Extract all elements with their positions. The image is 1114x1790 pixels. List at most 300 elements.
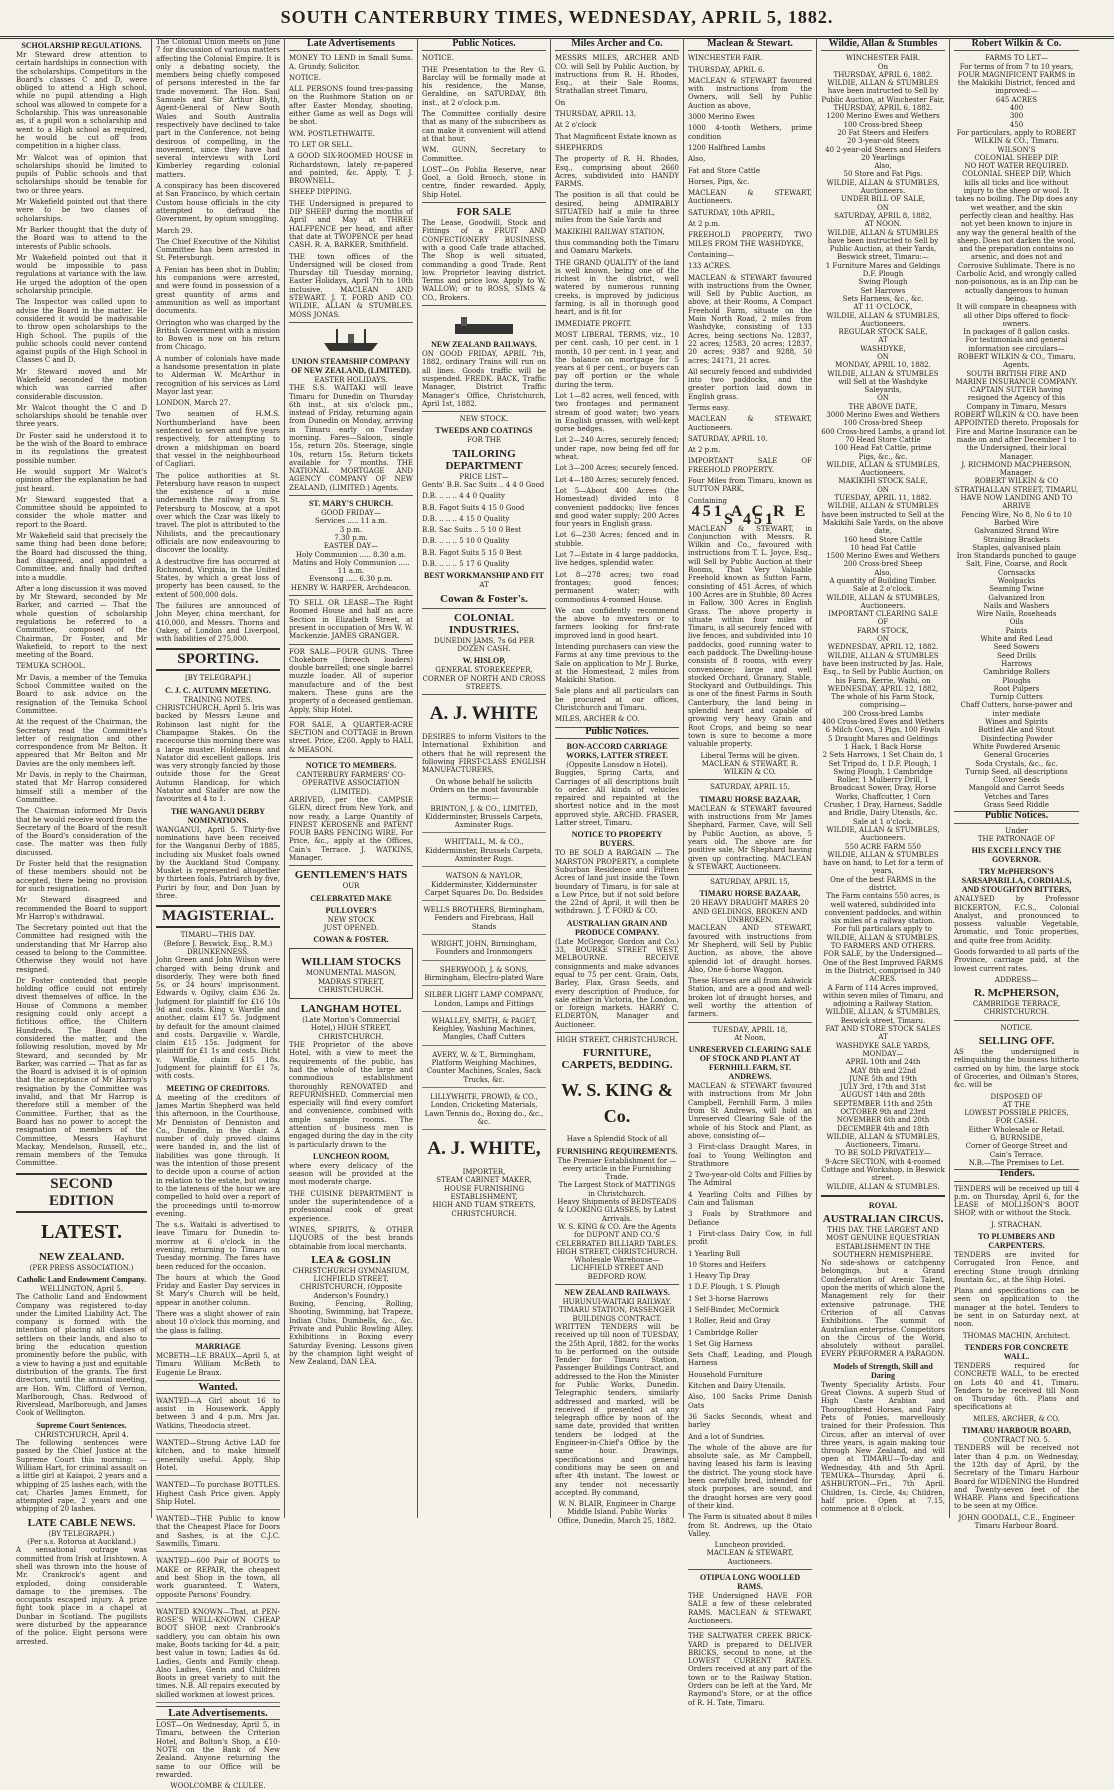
ad-paragraph: A GOOD SIX-ROOMED HOUSE in Richardstown, lately re-papered and painted, &c. Apply, T. J. BROWNELL. <box>289 152 413 186</box>
wilkin-line: Galvanized Strand Wire <box>974 527 1059 536</box>
noon: At Noon, <box>734 1033 766 1042</box>
column-5 <box>551 38 684 1525</box>
langham-heading: LANGHAM HOTEL <box>300 1003 402 1016</box>
tweeds-heading: TWEEDS AND COATINGS <box>435 426 533 436</box>
auction-line: AT <box>878 1033 888 1042</box>
wilkin-line: CAPTAIN SUTTER having resigned the Agency of this Company in Timaru, Messrs ROBERT WILKIN & CO. have been APPOINTED thereto. Proposals for Fire and Marine Insurance can be made on and after December 1 to the Undersigned, their local Manager. <box>954 386 1079 461</box>
bazaar-2: TIMARU HORSE BAZAAR, <box>699 889 801 899</box>
auction-line: THURSDAY, APRIL 6, 1882. <box>833 104 933 113</box>
sporting-heading: SPORTING. <box>156 648 280 671</box>
stock-item: 1 Roller, Reid and Gray <box>688 1317 771 1326</box>
late-ads-heading: Late Advertisements. <box>156 1706 280 1720</box>
hurunui: HURUNUI-WAITAKI RAILWAY. <box>562 1298 672 1307</box>
wilkin-line: Cornsacks <box>998 568 1035 577</box>
wilkin-line: COLONIAL SHEEP DIP. <box>974 153 1059 162</box>
auction-line: WILDIE, ALLAN & STUMBLES. <box>826 1182 940 1191</box>
article-paragraph: Mr Walcot thought the C and D scholarships should be tenable over three years. <box>16 403 147 429</box>
stock-item: 10 Stores and Heifers <box>688 1260 766 1269</box>
tenders-2b: Plans and specifications can be seen on application to the manager at the hotel. Tenders to be sent in on Saturday next, at noon. <box>954 1287 1079 1329</box>
service-line: Services ..... 11 a.m. <box>314 517 388 526</box>
auction-line: REGULAR STOCK SALE, <box>838 328 928 337</box>
article-paragraph: Dr Foster held that the resignation of these members should not be accepted, there being no provision for such resignation. <box>16 860 147 893</box>
auction-line: 20 Yearlings <box>861 153 905 162</box>
auction-line: 1500 Merino Ewes and Wethers <box>826 552 940 561</box>
wanted-ad: WANTED—600 Pair of BOOTS to MAKE or REPAIR, the cheapest and best Shop in the town, all work guaranteed. T. Waters, opposite Parsons' Foundry. <box>156 1555 280 1602</box>
wilkin-line: White and Red Lead <box>980 635 1053 644</box>
article-paragraph: A number of colonials have made a handsome presentation in plate to Alderman W. McArthur in recognition of his services as Lord Mayor last year. <box>156 354 280 396</box>
service-line: Matins and Holy Communion ..... 11 a.m. <box>292 558 410 576</box>
auction-paragraph: The property of R. H. Rhodes, Esq., comprising about 2660 Acres, subdivided into HANDY FARMS. <box>555 155 679 189</box>
christchurch: CHRISTCHURCH. <box>451 1209 517 1218</box>
auction-line: WILDIE, ALLAN & STUMBLES, Auctioneers. <box>826 825 940 843</box>
burnside: G. BURNSIDE, <box>990 1134 1043 1143</box>
wanted-ads <box>156 1395 280 1703</box>
auction-line: WILDIE, ALLAN & STUMBLES, Auctioneers. <box>826 311 940 328</box>
auction-line: MONDAY— <box>862 1049 904 1058</box>
auction-line: FARM STOCK, <box>857 626 909 635</box>
strachan: J. STRACHAN. <box>991 1220 1042 1229</box>
auction-line: One of the Best Improved FARMS in the District, comprised in 340 ACRES. <box>822 958 944 984</box>
marriage-body: MCBETH—LE BRAUX—April 5, at Timaru William McBeth to Eugenie Le Braux. <box>156 1351 280 1377</box>
article-paragraph: After a long discussion it was moved by Mr Steward, seconded by Mr Barker, and carried — That the whole question of scholarship regulations be referred to a Committee, composed of the Chairman, Dr Foster, and Mr Wakefield, to report to the next meeting of the Board. <box>16 584 147 660</box>
auction-line: WASHDYKE, <box>860 344 906 353</box>
auction-paragraph: Containing <box>688 496 728 505</box>
sutton-body: MACLEAN & STEWART, in Conjunction with Messrs. R. Wilkin and Co., favoured with instructions from T. L. Joyce, Esq., will Sell by Public Auction at their Rooms, That Very Valuable Freehold known as Sutton Farm, consisting of 451 Acres, of which 100 Acres are in Stubble, 80 Acres in Fallow, 300 Acres in English Grass. The above property is situate within four miles of Timaru, is all securely fenced with live fences, and subdivided into 10 paddocks, good running water to each paddock. The Dwelling-house consists of 8 rooms, with every convenience; large and well stocked Orchard, Granary, Stable, Stockyard and Outbuildings. This is one of the finest Farms in South Canterbury, the land being in splendid heart and capable of growing very heavy Grain and Root Crops, and being so near town is sure to become a more valuable property. <box>688 524 812 749</box>
auction-line: 5 Draught Mares and Geldings <box>828 734 938 743</box>
wilkin-line: White Powdered Arsenic <box>972 742 1061 751</box>
fernhill-body: MACLEAN & STEWART favoured with instructions from Mr John Campbell, Fernhill Farm, 3 miles from St Andrews, will hold an Unreserved Clearing Sale of the whole of his Stock and Plant, as above, consisting of— <box>688 1082 812 1140</box>
auction-paragraph: Lot 8—278 acres; two road frontages; good fences; permanent water; with commodious 4-roomed House. <box>555 570 679 604</box>
stock-item: 1 D.F. Plough, 1 S. Plough <box>688 1283 780 1292</box>
catholic-heading: Catholic Land Endowment Company. <box>16 1275 147 1284</box>
column-8-heading: Robert Wilkin & Co. <box>954 40 1079 51</box>
auction-paragraph: Horses, Pigs, &c. <box>688 177 750 186</box>
luncheon-provided: Luncheon provided. <box>714 1541 786 1550</box>
auction-line: Also, <box>874 568 892 577</box>
furnishing: HOUSE FURNISHING ESTABLISHMENT, <box>443 1184 525 1202</box>
price-line: D.B. .. .. .. 5 10 0 Quality <box>422 537 510 546</box>
training-heading: TRAINING NOTES. <box>183 695 253 704</box>
concrete: TENDERS FOR CONCRETE WALL. <box>964 1342 1069 1361</box>
stock-item: 1 Heavy Tip Dray <box>688 1272 750 1281</box>
maker-entry: WELLS BROTHERS, Birmingham, Fenders and Firebrass, Hall Stands <box>422 904 546 935</box>
aj-white-heading-2: A. J. WHITE, <box>427 1138 541 1160</box>
at-label: AT <box>479 581 489 590</box>
stock-item: 1 Yearling Bull <box>688 1249 741 1258</box>
wilkin-line: 450 <box>1009 120 1024 129</box>
column-3 <box>285 38 418 1518</box>
auction-paragraph: 3000 Merino Ewes <box>688 113 755 122</box>
good-friday: GOOD FRIDAY— <box>321 509 381 518</box>
auction-line: Pigs, &c., &c. <box>858 452 908 461</box>
article-paragraph: At the request of the Chairman, the Secretary read the Committee's letter of resignation and other correspondence from Mr Belton. It appeared that Mr Belton and Mr Davies are the only members left. <box>16 718 147 768</box>
stock-item: 2 Two-year-old Colts and Fillies by The Admiral <box>688 1171 812 1188</box>
auction-paragraph: MACLEAN & STEWART, Auctioneers. <box>688 415 812 432</box>
column-5-heading: Miles Archer and Co. <box>555 40 679 51</box>
circus-body-2: No side-shows or catchpenny belongings, but a Grand Confederation of Arenic Talent, upon the merits of which alone the Management rely for their extensive patronage. THE Criterion of all Canvas Exhibitions. The summit of Australian enterprise. Competitors on the Circus of the World, absolutely without parallel. EVERY PERFORMER A PARAGON. <box>821 1259 946 1359</box>
selling-body: AS the undersigned is relinquishing the business hitherto carried on by him, the large stock of Groceries, and Oilman's Stores, &c. will be <box>954 1048 1079 1090</box>
auction-paragraph: MESSRS MILES, ARCHER AND CO. will Sell by Public Auction, by instructions from R. H. Rhodes, Esq., at their Sale Rooms, Strathallan street Timaru, <box>555 54 679 96</box>
wilkin-line: Nails and Washers <box>983 601 1050 610</box>
waitaki-ad: THE S.S. WAITAKI will leave Timaru for Dunedin on Thursday 6th inst., at six o'clock pm., instead of Friday, returning again from Dunedin on Monday, arriving in Timaru early on Tuesday morning. Fares—Saloon, single 15s, return 20s. Steerage, single 10s, return 15s. Return tickets available for 7 months. THE NATIONAL MORTGAGE AND AGENCY COMPANY OF NEW ZEALAND, (LIMITED.) Agents. <box>289 384 413 492</box>
auction-paragraph: Lot 1—82 acres, well fenced, with two frontages and permanent stream of good water; two years in English grasses, with well-kept gorse hedges. <box>555 391 679 434</box>
disposed: DISPOSED OF <box>990 1092 1043 1101</box>
before-line: (Before J. Beswick, Esq., R.M.) <box>163 939 273 948</box>
price-line: B.B. Fagot Suits 4 15 0 Good <box>422 503 525 512</box>
auction-line: FOR SALE, by the Undersigned— <box>823 950 943 959</box>
auction-line: ON <box>877 394 889 403</box>
ad-paragraph: ALL PERSONS found tres-passing on the Rushmore Station on or after Easter Monday, shooting, either Game as well as Dogs will be shot. <box>289 85 413 127</box>
wilkin-line: Oils <box>1009 618 1024 627</box>
wilkin-line: Wire Nails, Roseheads <box>976 610 1057 619</box>
price-line: D.B. .. .. .. 4 4 0 Quality <box>422 492 505 501</box>
wanted-ad: WANTED KNOWN—That, at PEN-ROSE'S WELL-KNOWN CHEAP BOOT SHOP, next Cranbrook's saddlery, you can obtain his own make, Boots tacking for 4d. a pair, best value in town; Ladies 4s 6d. Ladies, Gents and Family cheap. Also Ladies, Gents and Children Boots in great variety to suit the times. N.B. All repairs executed by skilled workmen at lowest prices. <box>156 1606 280 1703</box>
auction-line: Sale at 1 o'clock. <box>852 817 914 826</box>
best-workmanship: BEST WORKMANSHIP AND FIT <box>424 571 544 581</box>
column-4 <box>418 38 551 1518</box>
auction-line: SATURDAY, APRIL 8, 1882, <box>834 211 932 220</box>
draught: 20 HEAVY DRAUGHT MARES 20 AND GELDINGS, BROKEN AND UNBROKEN. <box>691 899 809 925</box>
auction-line: OCTOBER 9th and 23rd <box>840 1108 926 1116</box>
auction-line: TO FARMERS AND OTHERS. <box>830 942 936 951</box>
auction-line: 1 Hack, 1 Back Horse <box>844 742 922 751</box>
either: Either Wholesale or Retail. <box>968 1125 1065 1134</box>
auction-line: JULY 3rd, 17th and 31st <box>840 1083 926 1092</box>
maker-entry: SILBER LIGHT LAMP COMPANY, London, Lamps and Fittings <box>422 989 546 1012</box>
importer: IMPORTER, <box>462 1168 506 1177</box>
makers-list <box>422 803 546 1131</box>
stock-item: 36 Sacks Seconds, wheat and barley <box>688 1412 812 1430</box>
carriage-sub: (Opposite Lonsdow n Hotel). <box>566 760 668 769</box>
suits-list <box>422 481 546 568</box>
campbell-note: The whole of the above are for absolute sale, as Mr Campbell, having leased his farm is leaving the district. The young stock have been carefully bred, intended for stock purposes, are sound, and the draught horses are very good of their kind. <box>688 1443 812 1510</box>
article-paragraph: Mr Barker thought that the duty of the Board was to attend to the interests of Public schools. <box>16 225 147 251</box>
auction-paragraph: WINCHESTER FAIR. <box>688 54 763 63</box>
public-notices-heading: Public Notices. <box>555 727 679 739</box>
auction-line: OF <box>877 618 889 627</box>
guns-ad: FOR SALE—FOUR GUNS. Three Chokebore (breech loaders) double barrelled; one single barrel muzzle loader. All of superior manufacture and of the best makers. These guns are the property of a deceased gentleman. Apply, Ship Hotel. <box>289 647 413 714</box>
auction-line: 600 Cross-bred Lambs, a grand lot <box>821 427 945 436</box>
hislop: W. HISLOP, <box>462 656 506 666</box>
wilkin-line: Harrows <box>1001 659 1032 668</box>
catholic-body: The Catholic Land and Endowment Company was registered to-day under the Limited Liability Act. The company is formed with the intention of placing all classes of settlers on their lands, and also to bring the education question prominently before the public, with a view to having a just and equitable distribution of the grants. The first directors, until the annual meeting, are Hon. Wm. Clifford of Vernon, Marlborough, Chas. Redwood of Riverslead, Marlborough, and James Cook of Wellington. <box>16 1293 147 1418</box>
auction-line: 100 Cross-bred Sheep <box>843 419 923 428</box>
wilkin-line: Root Pulpers <box>993 684 1040 693</box>
notice-buyers: NOTICE TO PROPERTY BUYERS. <box>571 830 663 849</box>
concrete-body: TENDERS required for CONCRETE WALL, to be erected on Lots 40 and 41, Timaru. Tenders to be received till Noon on Thursday 6th. Plans and specifications at <box>954 1361 1079 1412</box>
steamship-icon <box>316 327 386 353</box>
article-paragraph: Mr Steward drew attention to certain hardships in connection with the scholarships. Competitors in the Board's classes C and D, were obliged to attend a High school, while no pupil attending a High school was allowed to compete for a Scholarship. This was unreasonable as, if a pupil won a scholarship and went to a High school as required, he would be cut off from competition in a higher class. <box>16 51 147 151</box>
press-association: (PER PRESS ASSOCIATION.) <box>29 1263 134 1272</box>
auction-paragraph: At 2 o'clock <box>555 121 597 130</box>
auction-line: WILDIE, ALLAN & STUMBLES have on hand, to Let for a term of years, <box>823 850 943 876</box>
auction-line: One of the best FARMS in the district. <box>830 875 936 892</box>
auction-paragraph: That Magnificent Estate known as <box>555 132 677 141</box>
auction-paragraph: Containing— <box>688 250 735 259</box>
gentlemens-hats: GENTLEMEN'S HATS <box>294 869 408 882</box>
auction-line: AT 11 O'CLOCK, <box>853 303 913 312</box>
column-2 <box>152 38 285 1790</box>
wilkin-line: Bottled Ale and Stout <box>978 726 1055 735</box>
magisterial-heading: MAGISTERIAL. <box>156 905 280 928</box>
training-body: CHRISTCHURCH, April 5. Iris was backed by Messrs Leune and Robinson last night for the Champagne Stakes. On the racecourse this morning there was a large muster. Holdenness and Natator did excellent gallops. Iris was very strongly fancied by those outside those for the Great Autumn Handicap, for which Natator and Slaifer are now the favourites at 4 to 1. <box>156 704 281 804</box>
stock-item: 1 Cambridge Roller <box>688 1328 758 1337</box>
stocks-name: WILLIAM STOCKS <box>301 956 401 969</box>
ad-paragraph: THE Undersigned is prepared to DIP SHEEP during the months of April and May at THREE HALFPENCE per head, and after that date at TWOPENCE per head CASH. R. A. BARKER, Smithfield. <box>289 199 413 250</box>
nb: N.B.—The Premises to Let. <box>968 1158 1065 1167</box>
auction-paragraph: At 2 p.m. <box>688 446 721 455</box>
lost-note-ad: LOST—On Wednesday, April 5, in Timaru, between the Criterion Hotel, and Bolton's Shop, a £10-NOTE on the Bank of New Zealand. Anyone returning the same to our Office will be rewarded. <box>156 1721 280 1779</box>
auction-line: For full particulars apply to WILDIE, ALLAN & STUMBLES. <box>826 925 940 942</box>
liberal: Liberal Terms will be given. <box>700 751 800 760</box>
brick-ad: THE SALTWATER CREEK BRICK-YARD is prepared to DELIVER BRICKS, second to none, at the LOWEST CURRENT RATES. Orders received at any part of the town or to the Railway Station. Orders can be left at the Yard, Mr Raymond's Store, or at the office of R. H. Tate, Timaru. <box>688 1632 812 1707</box>
auction-line: JUNE 5th and 19th <box>849 1074 917 1083</box>
column-6-heading: Maclean & Stewart. <box>688 40 812 51</box>
cable-body: A sensational outrage was committed from Irish at Irishtown. A shell was thrown into the house of Mr. Crankrock's agent and exploded, doing considerable damage to the premises. The occupants escaped injury. A prize fight took place in a chapel at Dunbar in Scotland. The pugilists were disturbed by the appearance of the police. Eight persons were arrested. <box>16 1546 147 1646</box>
stocks-trade: MONUMENTAL MASON, <box>305 969 397 978</box>
auction-line: The Farm contains 550 acres, is well watered, subdivided into convenient paddocks, and within six miles of a railway station. <box>824 892 942 926</box>
tenders-1: TENDERS will be received up till 4 p.m. on Thursday, April 6, for the LEASE of MOLLISON'S BOOT SHOP, with or without the Stock. <box>954 1184 1079 1218</box>
timaru-this-day: TIMARU—THIS DAY. <box>180 931 256 940</box>
article-paragraph: The Inspector was called upon to advise the Board in the matter. He considered it would be inadvisable to throw open scholarships to the High School. The pupils of the public schools could never contend against pupils of the High School in Classes C and D. <box>16 298 147 365</box>
section-ad: FOR SALE, A QUARTER-ACRE SECTION and COTTAGE in Brown street. Price, £260. Apply to HALL & MEASON. <box>289 720 413 754</box>
auction-line: APRIL 10th and 24th <box>845 1058 921 1067</box>
lea-goslin: LEA & GOSLIN <box>311 1253 391 1266</box>
auction-paragraph: Intending purchasers can view the Farms at any time previous to the Sale on application to Mr J. Burke, at the Homestead, 2 miles from Makikihi Station. <box>555 643 679 685</box>
auction-paragraph: SHEPHERDS <box>555 143 603 152</box>
auction-paragraph: Lot 7—Estate in 4 large paddocks, live hedges, splendid water. <box>555 551 679 568</box>
service-line: Holy Communion ..... 8.30 a.m. <box>295 550 407 559</box>
auction-line: 40 2-year-old Steers and Heifers <box>825 145 941 154</box>
column-7 <box>817 38 950 1518</box>
timaru-station: TIMARU STATION, PASSENGER BUILDINGS CONTRACT. <box>559 1306 675 1323</box>
latest-heading: LATEST. <box>41 1220 122 1243</box>
auction-paragraph: FREEHOLD PROPERTY, TWO MILES FROM THE WASHDYKE, <box>688 231 812 248</box>
auction-line: 20 3-year-old Steers <box>847 137 919 146</box>
mcpherson: R. McPHERSON, <box>974 987 1059 1000</box>
steam-cabinet: STEAM CABINET MAKER, <box>436 1176 532 1185</box>
article-paragraph: He would support Mr Walcot's opinion after the explanation he had just heard. <box>16 467 147 493</box>
goods: Goods forwarded to all parts of the Province, carriage paid, at the lowest current rates. <box>954 947 1079 973</box>
article-paragraph: Mr Steward disagreed and recommended the Board to support Mr Harrop's withdrawal. <box>16 896 147 921</box>
fernhill-items <box>688 1143 812 1441</box>
wines-body: WINES, SPIRITS, & OTHER LIQUORS of the best brands obtainable from local merchants. <box>289 1225 413 1251</box>
auction-paragraph: SATURDAY, APRIL 10. <box>688 434 768 443</box>
auction-line: WINCHESTER FAIR. <box>845 54 921 63</box>
wilkin-line: Paints <box>1005 626 1028 635</box>
auction-line: 100 Head Fat Cattle, prime <box>834 444 932 453</box>
price-line: Gents' B.B. Sac Suits .. 4 4 0 Good <box>422 480 545 489</box>
auction-line: 3000 Merino Ewes and Wethers <box>826 411 940 420</box>
wilkin-line: Wines and Spirits <box>985 718 1048 727</box>
wilkin-line: Ploughs <box>1002 676 1031 685</box>
auction-line: NOVEMBER 6th and 20th <box>836 1116 930 1125</box>
ad-paragraph: WM. POSTLETHWAITE. <box>289 129 375 138</box>
auction-line: DECEMBER 4th and 18th <box>837 1124 929 1133</box>
grain-body: (Late McGregor, Gordon and Co.) 33, BOURKE STREET WEST, MELBOURNE. RECEIVE consignments and make advances equal to 75 per cent. Grain, Oats, Barley, Flax, Grass Seeds, and every description of Produce, for sale either in Victoria, the London, or foreign markets. HARRY C. ELDERTON, Manager and Auctioneer. <box>555 937 679 1029</box>
auction-paragraph: Four Miles from Timaru, known as SUTTON PARK, <box>688 477 812 494</box>
maker-entry: WHITTALL, M. & CO., Kidderminster, Brussels Carpets, Axminster Rugs. <box>422 836 546 867</box>
gymnasium: CHRISTCHURCH GYMNASIUM, <box>292 1266 410 1275</box>
auction-line: WILDIE, ALLAN & STUMBLES have been instructed to Sell at the Makikihi Sale Yards, on the above date, <box>821 502 945 536</box>
auction-paragraph: 133 ACRES. <box>688 262 732 271</box>
wilkin-line: Seed Sowers <box>993 643 1040 652</box>
services-list <box>289 517 413 542</box>
article-paragraph: Two seamen of H.M.S. Northumberland have been sentenced to seven and five years respectively, for attempting to drown a midshipman on board that vessel in the neighbourhood of Cagliari. <box>156 410 280 469</box>
auction-paragraph: 1000 4-tooth Wethers, prime condition <box>688 124 812 141</box>
miles: MILES, ARCHER, & CO. <box>973 1414 1060 1423</box>
auction-line: A Farm of 114 Acres improved, within seven miles of Timaru, and adjoining a Railway Station. <box>822 983 944 1009</box>
catholic-place: WELLINGTON, April 5. <box>40 1285 123 1293</box>
wanted-heading: Wanted. <box>156 1380 280 1394</box>
auction-line: 2 Sets Harrows, 1 Set Chain do, 1 Set Tripod do, 1 D.F. Plough, 1 Swing Plough, 1 Cambridge Roller, 1 Mulberry Drill, 1 Broadcast Sower, Dray, Horse Works, Chaffcutter, 1 Corn Crusher, 1 Dray, Harness, Saddle and Bridle, Dairy Utensils, &c. <box>822 751 944 818</box>
hs-line: HIGH STREET, CHRISTCHURCH. <box>556 1247 678 1256</box>
article-paragraph: The Secretary pointed out that the Committee had resigned with the understanding that Mr Harrop also ceased to belong to the Committee. Otherwise they would not have resigned. <box>16 924 147 974</box>
auction-paragraph: The position is all that could be desired, being ADMIRABLY SITUATED half a mile to three miles from the Sale Yards and <box>555 191 679 225</box>
wilkin: MACLEAN & STEWART, R. WILKIN & CO. <box>701 759 799 777</box>
public-notices-2: Public Notices. <box>954 811 1079 823</box>
plumbers: TO PLUMBERS AND CARPENTERS. <box>978 1232 1055 1250</box>
supreme-body: The following sentences were passed by the Chief Justice at the Supreme Court this morning: — William Hart, for criminal assault on a little girl at Kaiapoi, 2 years and a whipping of 25 lashes each, with the cat; Charles James Emmett, for attempted rape, 2 years and one whipping of 20 lashes. <box>16 1439 147 1514</box>
wilkin-line: Salt, Fine, Coarse, and Rock <box>966 560 1067 569</box>
auction-paragraph: Lot 2—240 Acres, securely fenced; under rape, now being fed off for wheat. <box>555 436 679 462</box>
article-paragraph: Mr Steward suggested that a Committee should be appointed to consider the whole matter and report to the Board. <box>16 495 147 529</box>
article-paragraph: The Chief Executive of the Nihilist Committee has been arrested in St. Petersburgh. <box>156 237 280 263</box>
patronage: THE PATRONAGE OF <box>977 834 1056 843</box>
wilkin-line: 400 <box>1009 104 1024 113</box>
auction-line: WEDNESDAY, APRIL 12, 1882, <box>827 684 939 693</box>
column-6-body <box>688 54 812 505</box>
column-8-body <box>954 54 1079 809</box>
wilkin-line: It will compare in cheapness with all other Dips offered to flock-owners. <box>956 303 1077 328</box>
creditors-body: A meeting of the creditors of James Martin Shepherd was held this afternoon, in the Courthouse, Mr Denniston of Denniston and Co., Dunedin, in the chair. A number of duly proved claims were handed in, and the list of liabilities was gone through. It was the intention of those present to decide upon a course of action in relation to the estate, but owing to the lateness of the hour we are compelled to hold over a report of the proceedings until to-morrow evening. <box>156 1093 280 1218</box>
marston-ad: TO BE SOLD A BARGAIN — The MARSTON PROPERTY, a complete Suburban Residence and Fifteen Acres of land just inside the Town boundary of Timaru, is for sale at a Low Price, but if not sold before the 22nd of April, it will then be withdrawn. J. T. FORD & CO. <box>555 849 679 916</box>
column-3-body <box>289 54 413 319</box>
requirements: FURNISHING REQUIREMENTS. <box>556 1146 678 1156</box>
wilkin-line: For testimonials and general information see circulars— <box>965 336 1068 353</box>
unreserved: UNRESERVED CLEARING SALE OF STOCK AND PLANT AT FERNHILL FARM, ST. ANDREWS. <box>688 1045 812 1082</box>
service-line: Evensong ..... 6.30 p.m. <box>309 575 393 584</box>
auction-line: 9-Acre SECTION, with 4-roomed Cottage and Workshop, in Beswick street. <box>821 1157 945 1183</box>
high-tuam: HIGH AND TUAM STREETS, <box>432 1201 536 1210</box>
column-8 <box>950 38 1083 1531</box>
columns <box>12 38 1108 1790</box>
wilkin-line: FARMS TO LET— <box>985 54 1048 63</box>
article-paragraph: The Colonial Union meets on June 7 for discussion of various matters affecting the Colonial Empire. It is only a debating society, the members being chiefly composed of persons interested in the far trade movement. The Hon. Saul Samuels and Sir Arthur Blyth, Agent-General of New South Wales and South Australia respectively have declined to take part in the Conference, not being desirous of compelling, in the movement, since they have had several interviews with Lord Kimberley regarding colonial matters. <box>156 38 280 179</box>
creditors-heading: MEETING OF CREDITORS. <box>166 1083 270 1093</box>
wanted-ad: WANTED—Strong Active LAD for kitchen, and to make himself generally useful. Apply, Ship Hotel. <box>156 1437 280 1476</box>
wilkin-line: Disinfecting Powder <box>980 734 1053 743</box>
maker-entry: AVERY, W. & T., Birmingham, Platform Weighing Machines, Counter Machines, Scales, Sack Trucks, &c. <box>422 1049 546 1088</box>
ad-paragraph: THE town offices of the Undersigned will be closed from Thursday till Tuesday morning, Easter Holidays, April 7th to 10th inclusive. MACLEAN AND STEWART. J. T. FORD AND CO. WILDIE, ALLAN & STUMBLES. MOSS JONAS. <box>289 252 413 319</box>
cowan-foster-2: Cowan & Foster's. <box>440 592 528 605</box>
easter-holidays: EASTER HOLIDAYS. <box>314 375 388 384</box>
auction-line: MAKIKIHI STOCK SALE, <box>838 477 928 486</box>
notice-paragraph: The Committee cordially desire that as many of the subscribers as can make it convenient will attend at that hour. <box>422 110 546 143</box>
auction-paragraph: IMPORTANT SALE OF FREEHOLD PROPERTY. <box>688 457 812 474</box>
wilkin-line: In packages of 8 gallon casks. <box>963 328 1070 337</box>
gym-body: Boxing, Fencing, Rolling, Shooting, Swimming, bat Trapeze, Indian Clubs, Dumbells, &c., &c. Private and Public Bowling Alley. Exhibitions in Boxing every Saturday Evening. Lessons given by the champion light weight of New Zealand, DAN LEA. <box>289 1300 413 1367</box>
column-5-body <box>555 54 679 723</box>
ad-paragraph: MONEY TO LEND in Small Sums. A. Grundy, Solicitor. <box>289 54 413 71</box>
colonial-industries: COLONIAL INDUSTRIES. <box>449 611 519 636</box>
article-paragraph: Orrington who was charged by the British Government with a mission to Bowen is now on his return from Chicago. <box>156 318 280 352</box>
article-paragraph: A destructive fire has occurred at Richmond, Virginia, in the United States, by which a great loss of property has been caused, to the extent of 500,000 dols. <box>156 557 280 599</box>
magisterial-body: John Green and John Wilson were charged with being drunk and disorderly. They were both fined 5s, or 24 hours' imprisonment. Edwards v. Ogilvy, claim £36 2s. Judgment for plaintiff for £16 10s 9d and costs. King v. Wardle and another, claim £17 5s. Judgment by default for the amount claimed and costs. Dargavilie v. Wardle, claim £15 15s. Judgment for plaintiff for £1 1s and costs. Dicht v. Wardle, claim £15 18s. Judgment for plaintiff for £1 7s, with costs. <box>156 956 280 1081</box>
auction-paragraph: THE GRAND QUALITY of the land is well known, being one of the richest in the district, well watered by numerous running creeks, is improved by judicious farming, is all in thorough good heart, and is fit for <box>555 258 679 317</box>
wilkin-line: For particulars, apply to ROBERT WILKIN & CO., Timaru. <box>956 128 1077 146</box>
nz-railways: NEW ZEALAND RAILWAYS. <box>431 340 537 350</box>
auction-line: AT <box>878 336 888 345</box>
column-6 <box>684 38 817 1707</box>
wilkin-line: Staples, galvanised plain <box>972 543 1061 552</box>
wilkin-line: Vetches and Tares <box>984 792 1049 801</box>
wanganui-heading: THE WANGANUI DERBY NOMINATIONS. <box>170 806 266 825</box>
address: ADDRESS— <box>994 975 1039 984</box>
christchurch-2: CHRISTCHURCH. <box>983 1008 1050 1017</box>
ms-auctioneers: MACLEAN & STEWART, Auctioneers. <box>706 1549 794 1566</box>
wilkin-line: Turnip Seed, all descriptions <box>965 767 1068 776</box>
rain-note: There was a slight shower of rain about 10 o'clock this morning, and the glass is falling. <box>156 1310 280 1335</box>
governor: HIS EXCELLENCY THE GOVERNOR. <box>971 846 1062 865</box>
new-stock-label: NEW STOCK <box>327 915 375 924</box>
auction-line: WILDIE, ALLAN & STUMBLES have been instructed by Jas. Hale, Esq., to Sell by Public Auction, on his Farm, Kerrie, Waihi, on <box>822 651 944 685</box>
wilkin-line: Galvanized Iron <box>988 593 1045 602</box>
auction-paragraph: Sale plans and all particulars can be procured at our offices, Christchurch and Timaru. <box>555 687 679 713</box>
harbour-body: TENDERS will be received not later than 4 p.m. on Wednesday, the 12th day of April, by the Secretary of the Timaru Harbour Board for WIDENING the Hundred and Twenty-seven feet of the WHARF. Plans and Specifications to be seen at my Office. <box>954 1444 1079 1511</box>
auction-line: Sets Harness, &c., &c. <box>842 294 924 303</box>
auction-line: 160 head Store Cattle <box>843 535 923 544</box>
price-line: D.B. .. .. .. 4 15 0 Quality <box>422 514 510 523</box>
on-whose: On whose behalf he solicits Orders on the most favourable terms:— <box>429 777 539 803</box>
notice-2: NOTICE. <box>1000 1023 1033 1032</box>
auction-line: 6 Milch Cows, 3 Pigs, 100 Fowls <box>825 726 941 735</box>
cuisine-body: THE CUISINE DEPARTMENT is under the superintendence of a professional cook of great experience. <box>289 1189 413 1223</box>
maker-entry: WRIGHT, JOHN, Birmingham, Founders and Ironmongers <box>422 938 546 961</box>
stock-item: Also, 100 Sacks Prime Danish Oats <box>688 1393 812 1410</box>
burnside-corner: Corner of George Street and Cain's Terrace. <box>965 1142 1068 1159</box>
auction-paragraph: 1200 Halfbred Lambs <box>688 143 766 152</box>
service-line: 3 p.m. <box>339 525 363 534</box>
stock-item: 1 Set 3-horse Harrows <box>688 1294 769 1303</box>
wilkin-line: Turnip Cutters <box>990 693 1043 702</box>
cable-sub: (Per s.s. Rotorua at Auckland.) <box>27 1538 136 1547</box>
nz-railways-2: NEW ZEALAND RAILWAYS. <box>564 1288 670 1298</box>
wanted-ad: WANTED—A Girl about 16 to assist in Housework. Apply between 3 and 4 p.m. Mrs Jas. Watkins, Theodocia street. <box>156 1395 280 1434</box>
wilkin-line: ROBERT WILKIN & CO <box>974 477 1059 486</box>
warehouse: Wholesale Warehouse—LICHFIELD STREET AND BEDFORD ROW. <box>570 1256 664 1281</box>
auction-line: 70 Head Store Cattle <box>845 435 921 444</box>
auction-line: 1 Furniture Mares and Geldings <box>825 261 941 270</box>
auction-line: 200 Cross-bred Lambs <box>842 709 924 718</box>
auction-line: ON <box>877 352 889 361</box>
auction-line: Swing Plough <box>858 278 908 287</box>
auction-paragraph: thus commanding both the Timaru and Oamaru Markets. <box>555 238 679 256</box>
cable-heading: LATE CABLE NEWS. <box>27 1516 136 1529</box>
premier: The Premier Establishment for — <box>557 1156 677 1165</box>
cambridge: CAMBRIDGE TERRACE, <box>972 1000 1061 1009</box>
article-paragraph: A Fenian has been shot in Dublin; his companions were arrested, and were found in possession of a great quantity of arms and ammunition as well as important documents. <box>156 265 280 316</box>
wilkin-line: Straining Brackets <box>983 535 1050 544</box>
wilkin-line: Mangold and Carrot Seeds <box>968 784 1065 793</box>
auction-paragraph: MACLEAN & STEWART favoured with instructions from the Owner, will Sell by Public Auction, as above, at their Rooms, A Compact Freehold Farm, situate on the Main North Road, 2 miles from Washdyke, consisting of 133 Acres, being sections No. 12837, 22 acres; 12583, 20 acres; 12837, 20 acres; 9387 and 9288, 50 acres; 24171, 21 acres. <box>688 273 812 365</box>
stock-item: 1 First-class Dairy Cow, in full profit <box>688 1229 812 1247</box>
auction-paragraph: Terms easy. <box>688 403 730 412</box>
auction-line: WILDIE, ALLAN & STUMBLES, Auctioneers. <box>826 178 940 196</box>
carriage-heading: BON-ACCORD CARRIAGE WORKS, LATTER STREET. <box>566 741 668 760</box>
wilkin-line: Woolpacks <box>997 577 1036 585</box>
wilkin-line: Iron Standards punched to gauge <box>956 552 1077 561</box>
